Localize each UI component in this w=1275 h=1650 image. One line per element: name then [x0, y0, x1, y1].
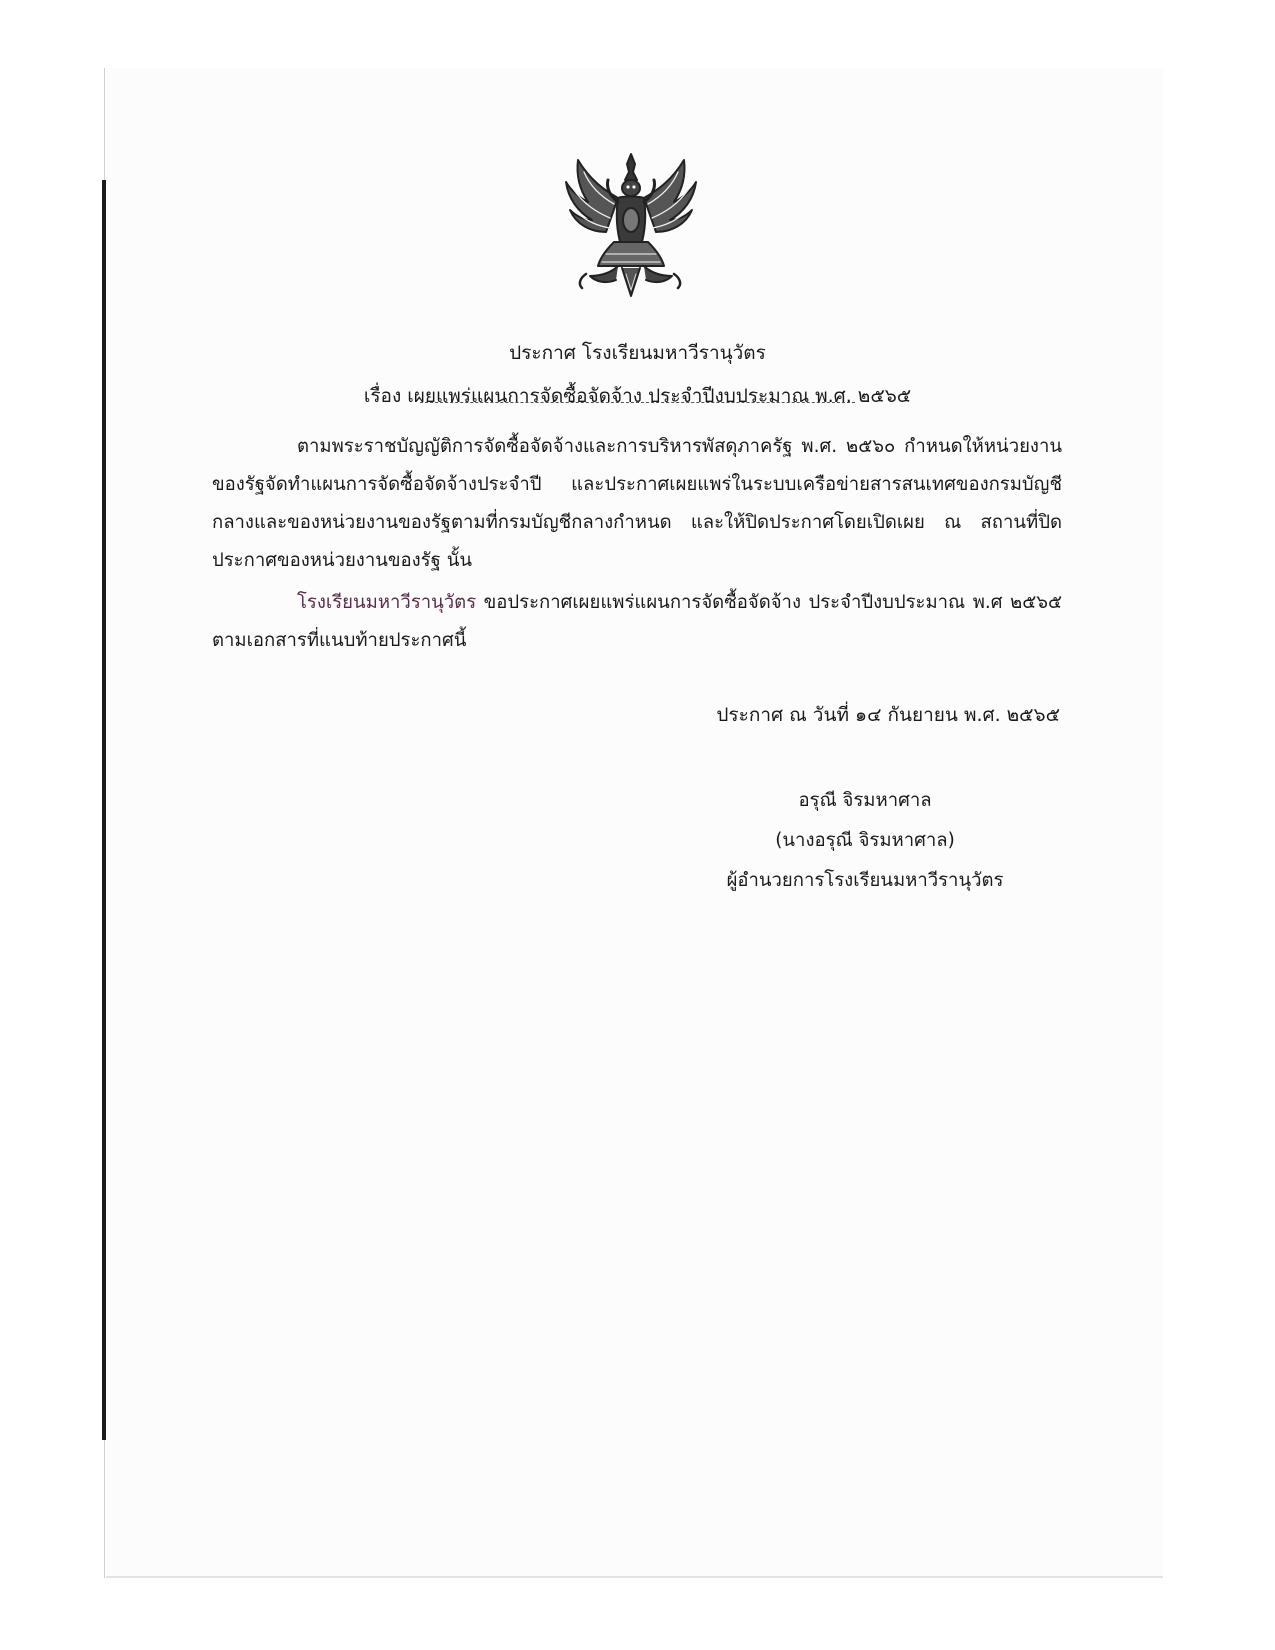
announcement-title: ประกาศ โรงเรียนมหาวีรานุวัตร: [509, 342, 766, 364]
announcement-subject: เรื่อง เผยแพร่แผนการจัดซื้อจัดจ้าง ประจำปีงบประมาณ พ.ศ. ๒๕๖๕: [363, 385, 912, 407]
scan-edge-shadow: [102, 180, 106, 1440]
scan-edge-bottom: [106, 1576, 1163, 1578]
paragraph-2-text: ขอประกาศเผยแพร่แผนการจัดซื้อจัดจ้าง ประจำปีงบประมาณ พ.ศ ๒๕๖๕ ตามเอกสารที่แนบท้ายประกาศนี้: [212, 592, 1062, 651]
signer-full-name: (นางอรุณี จิรมหาศาล): [775, 830, 955, 851]
announcement-date: ประกาศ ณ วันที่ ๑๔ กันยายน พ.ศ. ๒๕๖๕: [716, 704, 1060, 726]
title-divider: [420, 402, 855, 403]
signer-position: ผู้อำนวยการโรงเรียนมหาวีรานุวัตร: [726, 870, 1004, 891]
signature-name: อรุณี จิรมหาศาล: [798, 790, 932, 811]
school-name: โรงเรียนมหาวีรานุวัตร: [297, 592, 477, 613]
garuda-emblem-icon: [556, 150, 706, 300]
body-paragraph-1: ตามพระราชบัญญัติการจัดซื้อจัดจ้างและการบริหารพัสดุภาครัฐ พ.ศ. ๒๕๖๐ กำหนดให้หน่วยงานของรัฐจัดทำแผนการจัดซื้อจัดจ้างประจำปี และประกาศเผยแพร่ในระบบเครือข่ายสารสนเทศของกรมบัญชีกลางและของหน่วยงานของรัฐตามที่กรมบัญชีกลางกำหนด และให้ปิดประกาศโดยเปิดเผย ณ สถานที่ปิดประกาศของหน่วยงานของรัฐ นั้น: [212, 436, 1062, 571]
body-paragraph-2: [212, 584, 1062, 660]
